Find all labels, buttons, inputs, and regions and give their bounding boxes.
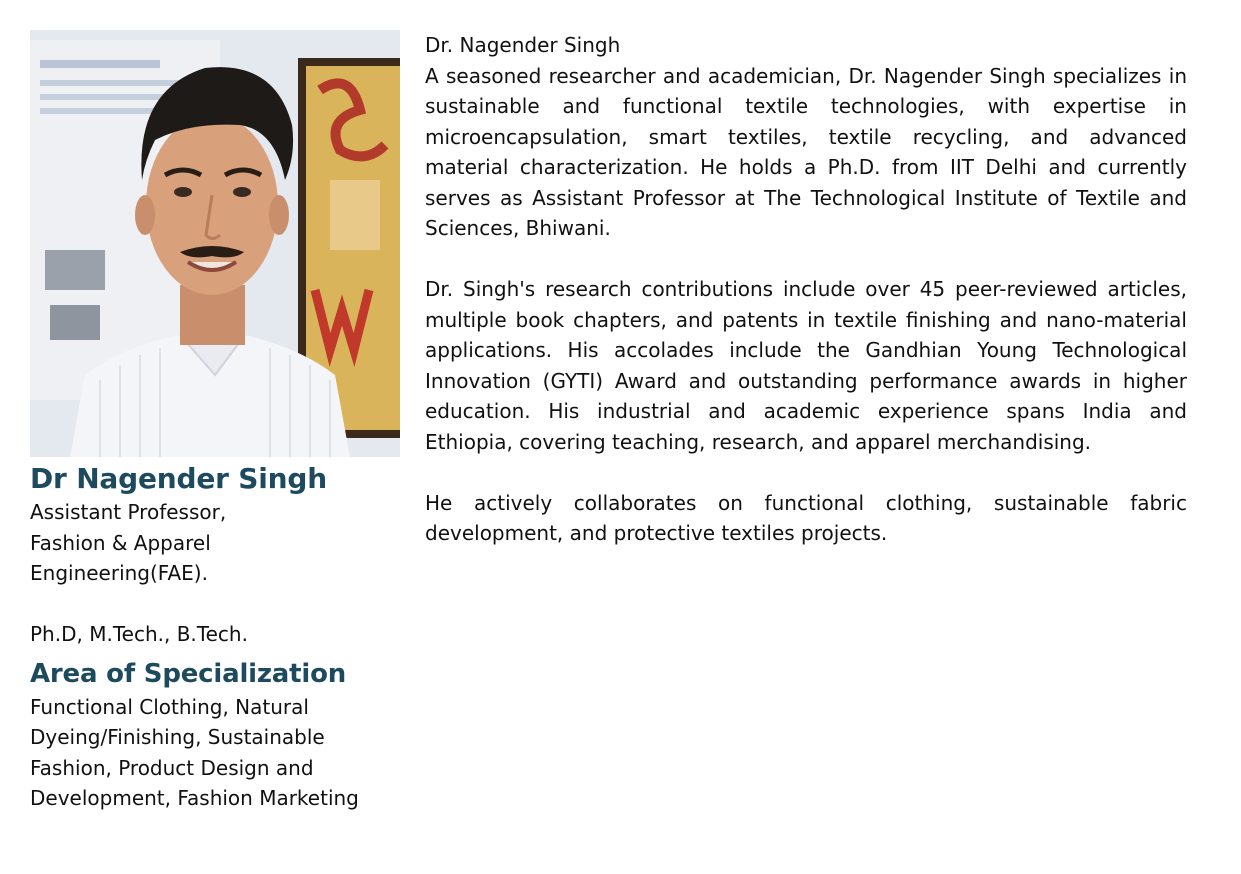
designation-line: Fashion & Apparel — [30, 530, 211, 555]
profile-sidebar — [30, 30, 402, 814]
qualifications: Ph.D, M.Tech., B.Tech. — [30, 622, 248, 646]
specialization-line: Development, Fashion Marketing — [30, 786, 359, 810]
designation-line: Engineering(FAE). — [30, 561, 208, 585]
profile-name: Dr Nagender Singh — [30, 462, 327, 495]
bio-paragraph-1: A seasoned researcher and academician, Dr. Nagender Singh specializes in sustainable and functional textile technologies, with expertise in microencapsulation, smart textiles, textile recycling, and advanced material characterization. He holds a Ph.D. from IIT Delhi and currently serves as Assistant Professor at The Technological Institute of Textile and Sciences, Bhiwani. — [425, 63, 1187, 240]
portrait-illustration — [30, 30, 400, 457]
specialization-title: Area of Specialization — [30, 658, 347, 689]
bio-heading: Dr. Nagender Singh — [425, 33, 621, 57]
profile-photo — [30, 30, 400, 457]
biography — [425, 30, 1187, 549]
designation — [30, 497, 402, 589]
specialization-line: Dyeing/Finishing, Sustainable — [30, 725, 325, 749]
specialization-list — [30, 692, 402, 814]
bio-paragraph-2: Dr. Singh's research contributions include over 45 peer-reviewed articles, multiple book chapters, and patents in textile finishing and nano-material applications. His accolades include the Gandhian Young Technological Innovation (GYTI) Award and outstanding performance awards in higher education. His industrial and academic experience spans India and Ethiopia, covering teaching, research, and apparel merchandising. — [425, 277, 1187, 454]
bio-paragraph-3: He actively collaborates on functional clothing, sustainable fabric development, and protective textiles projects. — [425, 490, 1187, 545]
designation-line: Assistant Professor, — [30, 500, 227, 524]
specialization-line: Functional Clothing, Natural — [30, 694, 309, 719]
specialization-line: Fashion, Product Design and — [30, 755, 314, 780]
